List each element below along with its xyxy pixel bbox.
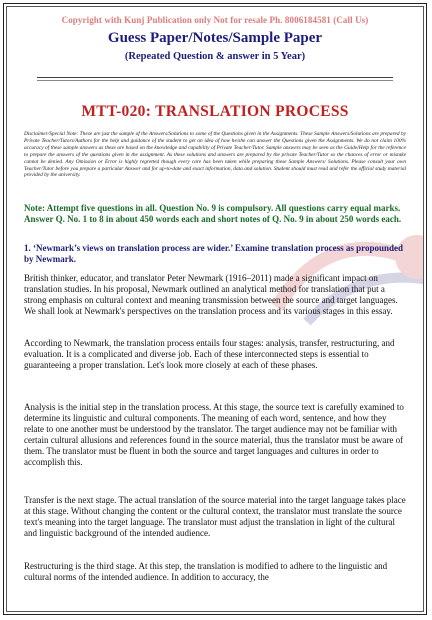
document-page xyxy=(3,3,427,615)
header-divider xyxy=(37,77,393,78)
course-title: MTT-020: TRANSLATION PROCESS xyxy=(81,103,349,120)
answer-paragraph: Restructuring is the third stage. At this step, the translation is modified to adhere to the linguistic and cultural norms of the intended audience. In addition to accuracy, the xyxy=(24,561,388,583)
copyright-line: Copyright with Kunj Publication only Not for resale Ph. 8006184581 (Call Us) xyxy=(61,15,369,25)
document-header-title: Guess Paper/Notes/Sample Paper xyxy=(107,30,323,46)
instructions-note: Note: Attempt five questions in all. Question No. 9 is compulsory. All questions carry equal marks. Answer Q. No. 1 to 8 in about 450 words each and short notes of Q. No. 9 in about 250 words each. xyxy=(24,203,402,225)
answer-paragraph: British thinker, educator, and translator Peter Newmark (1916–2011) made a significant impact on translation studies. In his proposal, Newmark outlined an analytical method for translation that put a strong emphasis on cultural context and meaning transmission between the source and target languages. We shall look at Newmark's perspectives on the translation process and its various stages in this essay. xyxy=(24,273,398,317)
answer-paragraph: Transfer is the next stage. The actual translation of the source material into the target language takes place at this stage. Without changing the content or the cultural context, the translator must translate the source text's meaning into the target language. The translator must adjust the translation in light of the cultural and linguistic background of the intended audience. xyxy=(24,495,406,539)
page-border xyxy=(6,6,424,612)
answer-paragraph: Analysis is the initial step in the translation process. At this stage, the source text is carefully examined to determine its linguistic and cultural components. The meaning of each word, sentence, and how they relate to one another must be understood by the translator. The target audience may not be familiar with certain cultural allusions and references found in the source material, thus the translator must be aware of them. The translator must be fluent in both the source and target languages and cultures in order to accomplish this. xyxy=(24,402,404,468)
document-header-subtitle: (Repeated Question & answer in 5 Year) xyxy=(124,51,306,62)
disclaimer-note: Disclaimer/Special Note: These are just the sample of the Answers/Solutions to some of the Questions given in the Assignments. These Sample Answers/Solutions are prepared by Private Teacher/Tutors/Authors for the help and guidance of the student to get an idea of how he/she can answer the Questions given the Assignments. We do not claim 100% accuracy of these sample answers as these are based on the knowledge and capability of Private Teacher/Tutor. Sample answers may be seen as the Guide/Help for the reference to prepare the answers of the questions given in the assignment. As these solutions and answers are prepared by the private Teacher/Tutor so the chances of error or mistake cannot be denied. Any Omission or Error is highly regretted though every care has been taken while preparing these Sample Answers/ Solutions. Please consult your own Teacher/Tutor before you prepare a particular Answer and for up-to-date and exact information, data and solution. Student should must read and refer the official study material provided by the university. xyxy=(24,131,406,179)
answer-paragraph: According to Newmark, the translation process entails four stages: analysis, transfer, restructuring, and evaluation. It is a complicated and diverse job. Each of these interconnected steps is essential to guaranteeing a proper translation. Let's look more closely at each of these phases. xyxy=(24,338,395,371)
header-divider-secondary xyxy=(37,80,393,81)
question-1-heading: 1. ‘Newmark’s views on translation process are wider.’ Examine translation process as propounded by Newmark. xyxy=(24,243,404,265)
